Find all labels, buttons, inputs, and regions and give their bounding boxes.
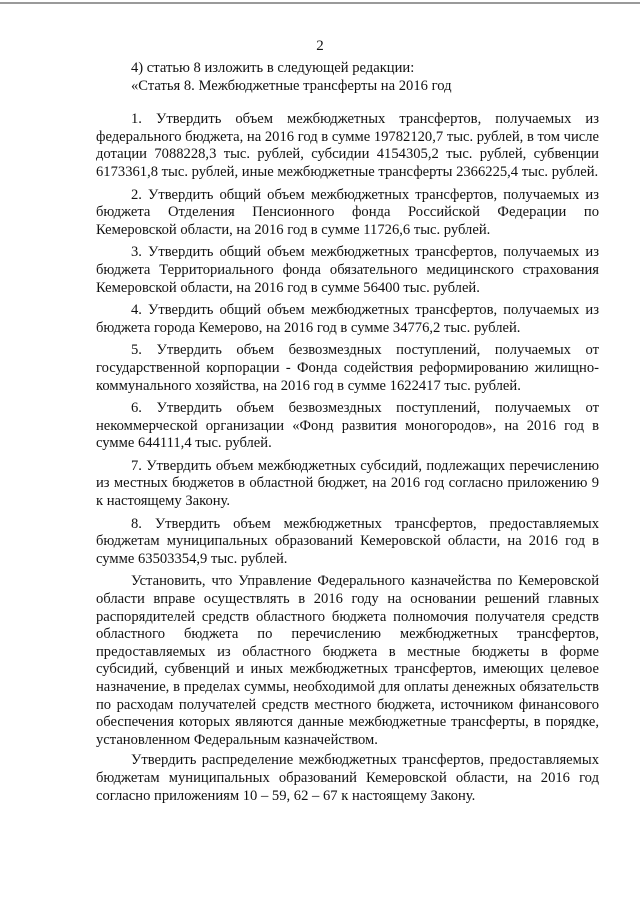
- page-top-edge: [0, 2, 640, 4]
- paragraph-establish: Установить, что Управление Федерального казначейства по Кемеровской области вправе осуществлять в 2016 году на основании решений главных распорядителей средств областного бюджета полномочия получателя средств областного бюджета по перечислению межбюджетных трансфертов, предоставляемых из областного бюджета в местные бюджеты в форме субсидий, субвенций и иных межбюджетных трансфертов, имеющих целевое назначение, в пределах суммы, необходимой для оплаты денежных обязательств по расходам получателей средств местного бюджета, источником финансового обеспечения которых являются данные межбюджетные трансферты, в порядке, установленном Федеральным казначейством.: [96, 573, 599, 748]
- paragraph-7: 7. Утвердить объем межбюджетных субсидий, подлежащих перечислению из местных бюджетов в областной бюджет, на 2016 год согласно приложению 9 к настоящему Закону.: [96, 457, 599, 510]
- page-number: 2: [316, 38, 324, 54]
- paragraph-8: 8. Утвердить объем межбюджетных трансфертов, предоставляемых бюджетам муниципальных образований Кемеровской области, на 2016 год в сумме 63503354,9 тыс. рублей.: [96, 515, 599, 567]
- paragraph-distribution: Утвердить распределение межбюджетных трансфертов, предоставляемых бюджетам муниципальных образований Кемеровской области, на 2016 год согласно приложениям 10 – 59, 62 – 67 к настоящему Закону.: [96, 752, 599, 804]
- paragraph-6: 6. Утвердить объем безвозмездных поступлений, получаемых от некоммерческой организации «Фонд развития моногородов», на 2016 год в сумме 644111,4 тыс. рублей.: [96, 400, 599, 452]
- paragraph-5: 5. Утвердить объем безвозмездных поступлений, получаемых от государственной корпорации - Фонда содействия реформированию жилищно-коммунального хозяйства, на 2016 год в сумме 1622417 тыс. рублей.: [96, 342, 599, 394]
- document-body: [96, 60, 599, 810]
- paragraph-1: 1. Утвердить объем межбюджетных трансфертов, получаемых из федерального бюджета, на 2016 год в сумме 19782120,7 тыс. рублей, в том числе дотации 7088228,3 тыс. рублей, субсидии 4154305,2 тыс. рублей, субвенции 6173361,8 тыс. рублей, иные межбюджетные трансферты 2366225,4 тыс. рублей.: [96, 111, 599, 180]
- intro-line: 4) статью 8 изложить в следующей редакции:: [131, 60, 415, 76]
- paragraph-3: 3. Утвердить общий объем межбюджетных трансфертов, получаемых из бюджета Территориального фонда обязательного медицинского страхования Кемеровской области, на 2016 год в сумме 56400 тыс. рублей.: [96, 244, 599, 296]
- paragraph-4: 4. Утвердить общий объем межбюджетных трансфертов, получаемых из бюджета города Кемерово, на 2016 год в сумме 34776,2 тыс. рублей.: [96, 302, 599, 336]
- paragraph-2: 2. Утвердить общий объем межбюджетных трансфертов, получаемых из бюджета Отделения Пенсионного фонда Российской Федерации по Кемеровской области, на 2016 год в сумме 11726,6 тыс. рублей.: [96, 186, 599, 238]
- article-title: «Статья 8. Межбюджетные трансферты на 2016 год: [131, 77, 452, 94]
